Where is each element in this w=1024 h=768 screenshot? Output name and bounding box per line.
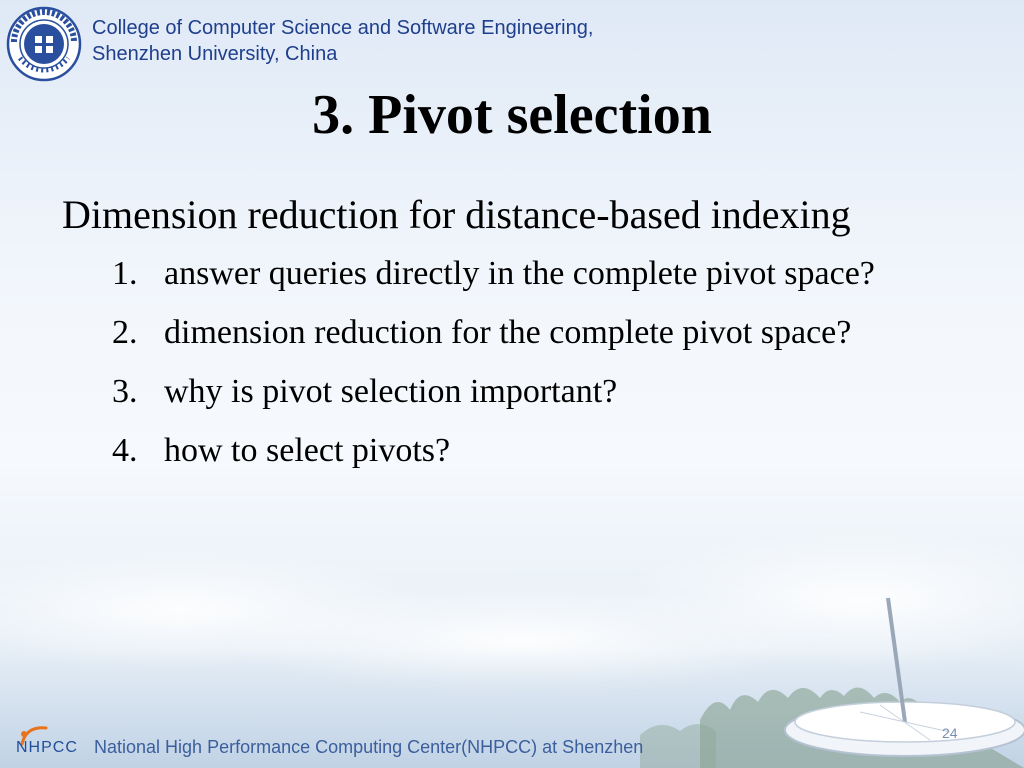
list-item [112,250,962,298]
slide-title: 3. Pivot selection [312,84,712,146]
list-item [112,309,962,357]
page-number: 24 [942,725,958,741]
footer-center-name: National High Performance Computing Center(NHPCC) at Shenzhen [94,737,644,757]
list-item [112,368,962,416]
list-item-number: 4. [112,432,138,469]
list-item-number: 2. [112,314,138,351]
lead-statement: Dimension reduction for distance-based indexing [62,192,851,237]
list-item-text: dimension reduction for the complete pivot space? [164,314,852,351]
list-item-text: answer queries directly in the complete pivot space? [164,255,875,292]
list-item-number: 1. [112,255,138,292]
list-item-text: how to select pivots? [164,432,451,469]
list-item-number: 3. [112,373,138,410]
institution-line-2: Shenzhen University, China [92,43,338,65]
nhpcc-logo-text: NHPCC [16,739,78,756]
list-item-text: why is pivot selection important? [164,373,618,410]
slide-header [0,0,1024,82]
institution-line-1: College of Computer Science and Software Engineering, [92,17,594,39]
slide-body [62,188,962,486]
list-item [112,427,962,475]
university-seal-icon [6,6,82,82]
question-list [62,250,962,475]
